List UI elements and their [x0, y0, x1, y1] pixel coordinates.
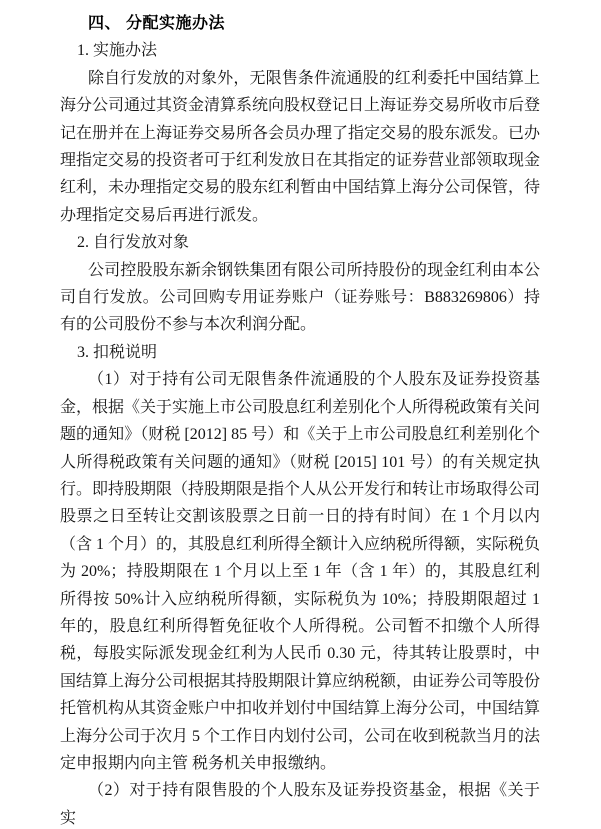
paragraph-self-distribution: 公司控股股东新余钢铁集团有限公司所持股份的现金红利由本公司自行发放。公司回购专用证券账户（证券账号：B883269806）持有的公司股份不参与本次利润分配。 — [60, 261, 540, 334]
subsection-title-self-distribution: 2. 自行发放对象 — [77, 234, 190, 252]
subsection-title-tax-notes: 3. 扣税说明 — [77, 343, 158, 361]
subsection-title-implementation: 1. 实施办法 — [77, 42, 158, 60]
paragraph-tax-note-1: （1）对于持有公司无限售条件流通股的个人股东及证券投资基金，根据《关于实施上市公司股息红利差别化个人所得税政策有关问题的通知》（财税 [2012] 85 号）和《关于上市公司股息红利差别化个人所得税政策有关问题的通知》（财税 [2015] 101 号）的有关规定执行。即持股期限（持股期限是指个人从公开发行和转让市场取得公司股票之日至转让交割该股票之日前一日的持有时间）在 1 个月以内（含 1 个月）的，其股息红利所得全额计入应纳税所得额，实际税负为 20%；持股期限在 1 个月以上至 1 年（含 1 年）的，其股息红利所得按 50%计入应纳税所得额，实际税负为 10%；持股期限超过 1 年的，股息红利所得暂免征收个人所得税。公司暂不扣缴个人所得税，每股实际派发现金红利为人民币 0.30 元，待其转让股票时，中国结算上海分公司根据其持股期限计算应纳税额，由证券公司等股份托管机构从其资金账户中扣收并划付中国结算上海分公司，中国结算上海分公司于次月 5 个工作日内划付公司，公司在收到税款当月的法定申报期内向主管 税务机关申报缴纳。 — [60, 371, 541, 772]
paragraph-tax-note-2-partial: （2）对于持有限售股的个人股东及证券投资基金，根据《关于实 — [60, 782, 540, 827]
paragraph-implementation-method: 除自行发放的对象外，无限售条件流通股的红利委托中国结算上海分公司通过其资金清算系统向股权登记日上海证券交易所收市后登记在册并在上海证券交易所各会员办理了指定交易的股东派发。已办理指定交易的投资者可于红利发放日在其指定的证券营业部领取现金红利，未办理指定交易的股东红利暂由中国结算上海分公司保管，待办理指定交易后再进行派发。 — [60, 69, 541, 224]
section-heading: 四、 分配实施办法 — [88, 15, 225, 32]
